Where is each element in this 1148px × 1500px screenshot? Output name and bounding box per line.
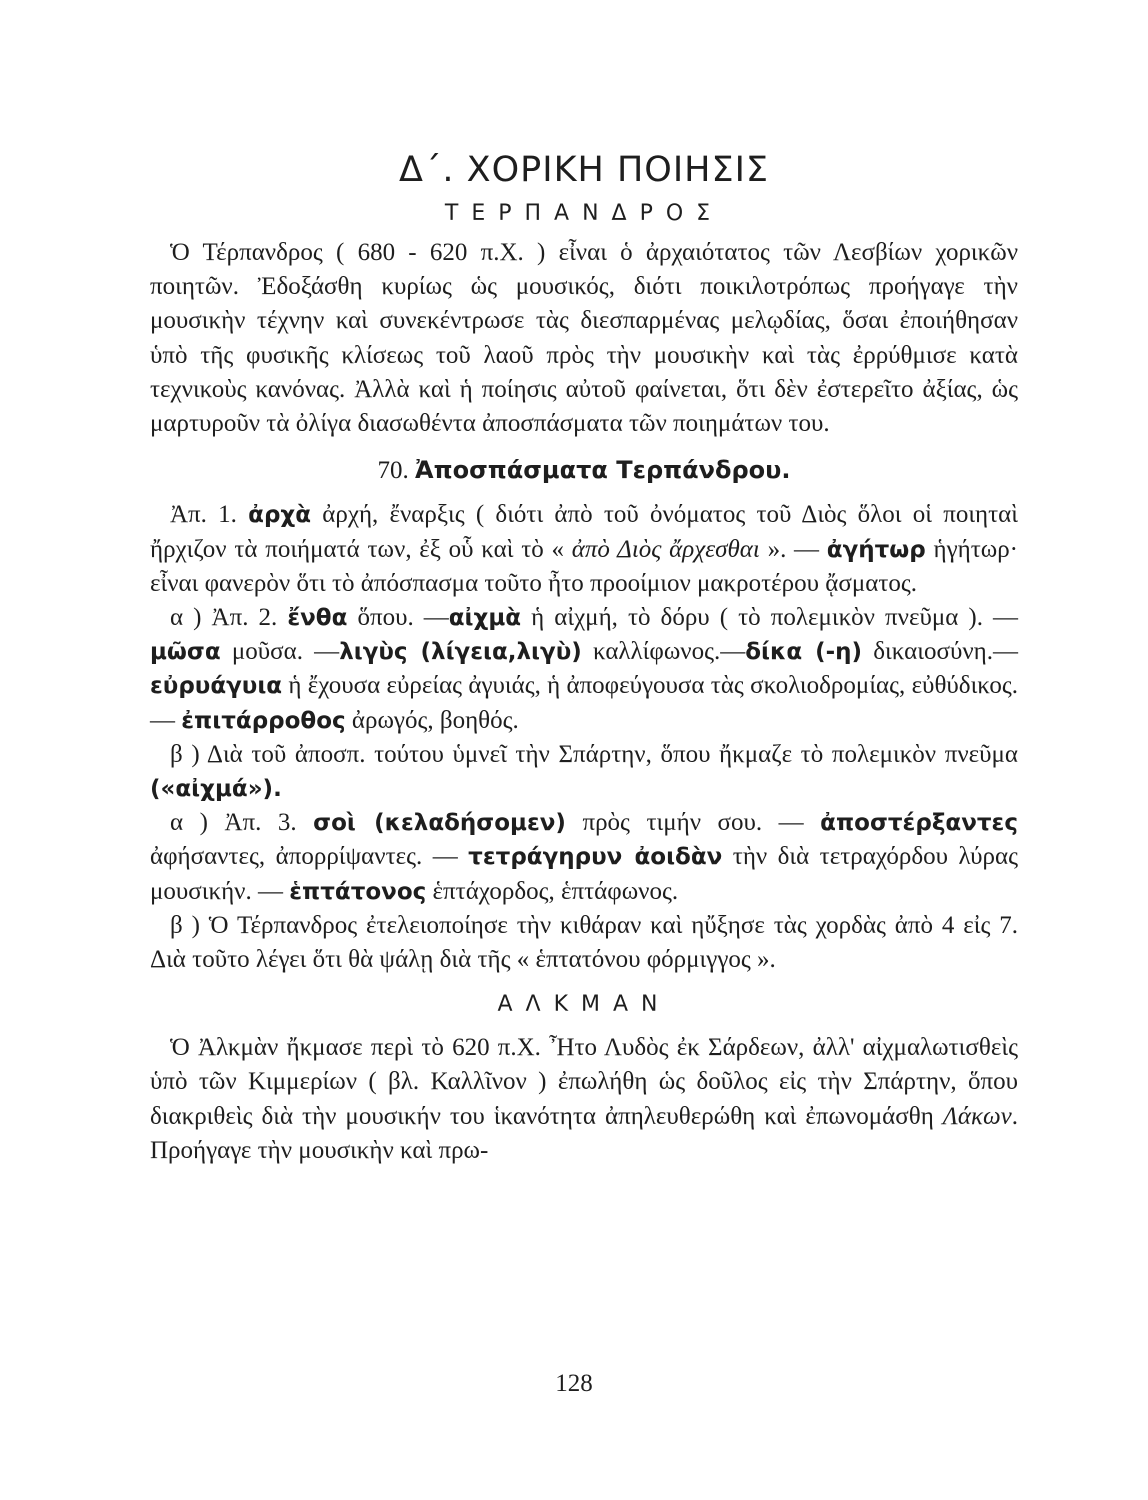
fragment-3b [150,909,1018,977]
gloss: ἑπτάχορδος, ἑπτάφωνος. [426,877,679,905]
gloss: ἡ αἰχμή, τὸ δόρυ ( τὸ πολεμικὸν πνεῦμα ). — [521,604,1018,632]
gloss: ἡγήτωρ· εἶναι φανερὸν ὅτι τὸ ἀπόσπασμα τοῦτο ἦτο προοίμιον μακροτέρου ᾄσματος. [150,535,1018,597]
gloss: ἀρωγός, βοηθός. [345,706,519,734]
gloss: ἀρχή, ἔναρξις ( διότι ἀπὸ τοῦ ὀνόματος τοῦ Διὸς ὅλοι οἱ ποιηταὶ ἤρχιζον τὰ ποιήματά των, ἐξ οὗ καὶ τὸ « [150,501,1018,563]
fragment-2-label: α ) Ἀπ. 2. [170,604,278,632]
fragment-2b [150,738,1018,806]
gloss: δικαιοσύνη.— [862,638,1018,666]
gloss: πρὸς τιμήν σου. — [565,809,821,837]
gloss: ὅπου. — [347,604,449,632]
page-content [150,148,1018,1168]
terpandros-intro: Ὁ Τέρπανδρος ( 680 - 620 π.Χ. ) εἶναι ὁ ἀρχαιότατος τῶν Λεσβίων χορικῶν ποιητῶν. Ἐδοξάσθη κυρίως ὡς μουσικός, διότι ποικιλοτρόπως προήγαγε τὴν μουσικὴν τέχνην καὶ συνεκέντρωσε τὰς διεσπαρμένας μελῳδίας, ὅσαι ἐποιήθησαν ὑπὸ τῆς φυσικῆς κλίσεως τοῦ λαοῦ πρὸς τὴν μουσικὴν καὶ τὰς ἐρρύθμισε κατὰ τεχνικοὺς κανόνας. Ἀλλὰ καὶ ἡ ποίησις αὐτοῦ φαίνεται, ὅτι δὲν ἐστερεῖτο ἀξίας, ὡς μαρτυροῦν τὰ ὀλίγα διασωθέντα ἀποσπάσματα τῶν ποιημάτων του. [150,239,1018,438]
term-tetragerun: τετράγηρυν ἀοιδὰν [468,844,723,871]
term-heptatonos: ἑπτάτονος [289,878,427,905]
term-aichma-quote: («αἰχμά»). [150,776,282,803]
fragment-2b-label: β ) [170,740,200,768]
fragments-heading [150,453,1018,488]
quote-apo-dios: ἀπὸ Διὸς ἄρχεσθαι [564,535,760,563]
fragment-3a [150,806,1018,909]
term-agetor: ἀγήτωρ [826,536,926,563]
commentary: Ὁ Τέρπανδρος ἐτελειοποίησε τὴν κιθάραν καὶ ηὔξησε τὰς χορδὰς ἀπὸ 4 εἰς 7. Διὰ τοῦτο λέγει ὅτι θὰ ψάλῃ διὰ τῆς « ἑπτατόνου φόρμιγγος ». [150,911,1019,974]
gloss: ». — [759,535,827,563]
section-heading-terpandros: ΤΕΡΠΑΝΔΡΟΣ [444,201,724,226]
term-ligys: λιγὺς (λίγεια,λιγὺ) [339,639,582,666]
term-euryagyia: εὐρυάγυια [150,673,283,700]
term-aichma: αἰχμὰ [448,605,522,632]
term-soi: σοὶ (κελαδήσομεν) [313,810,566,837]
gloss: μοῦσα. — [220,638,340,666]
fragment-3b-label: β ) [170,911,200,939]
term-epitarrothos: ἐπιτάρροθος [181,707,346,734]
section-heading-alkman: ΑΛΚΜΑΝ [497,992,671,1018]
chapter-title: Δ΄. ΧΟΡΙΚΗ ΠΟΙΗΣΙΣ [398,150,770,190]
term-archa: ἀρχὰ [248,502,312,529]
term-dika: δίκα (-η) [745,639,863,666]
alkman-text-end: . Προήγαγε τὴν μουσικὴν καὶ πρω- [150,1102,1018,1164]
gloss: ἀφήσαντες, ἀπορρίψαντες. — [150,843,469,871]
fragments-number: 70. [377,457,409,485]
fragment-3-label: α ) Ἀπ. 3. [170,809,297,837]
page-number: 128 [555,1370,593,1397]
alkman-lakon: Λάκων [942,1102,1012,1130]
term-mosa: μῶσα [150,639,221,666]
gloss: ἡ ἔχουσα εὐρείας ἀγυιάς, ἡ ἀποφεύγουσα τὰς σκολιοδρομίας, εὐθύδικος. — [150,672,1018,734]
alkman-intro [150,1031,1018,1168]
fragment-1-label: Ἀπ. 1. [170,501,237,529]
gloss: καλλίφωνος.— [581,638,746,666]
alkman-text: Ὁ Ἀλκμὰν ἤκμασε περὶ τὸ 620 π.Χ. Ἦτο Λυδὸς ἐκ Σάρδεων, ἀλλ' αἰχμαλωτισθεὶς ὑπὸ τῶν Κιμμερίων ( βλ. Καλλῖνον ) ἐπωλήθη ὡς δοῦλος εἰς τὴν Σπάρτην, ὅπου διακριθεὶς διὰ τὴν μουσικήν του ἱκανότητα ἀπηλευθερώθη καὶ ἐπωνομάσθη [150,1034,1018,1130]
commentary: Διὰ τοῦ ἀποσπ. τούτου ὑμνεῖ τὴν Σπάρτην, ὅπου ἤκμαζε τὸ πολεμικὸν πνεῦμα [199,740,1019,768]
gloss: τὴν διὰ τετραχόρδου λύρας μουσικήν. — [150,843,1018,905]
term-aposterxantes: ἀποστέρξαντες [820,810,1018,837]
fragments-title: Ἀποσπάσματα Τερπάνδρου. [415,456,791,485]
fragment-2a [150,601,1018,738]
fragment-1 [150,498,1018,601]
term-entha: ἔνθα [287,605,348,632]
